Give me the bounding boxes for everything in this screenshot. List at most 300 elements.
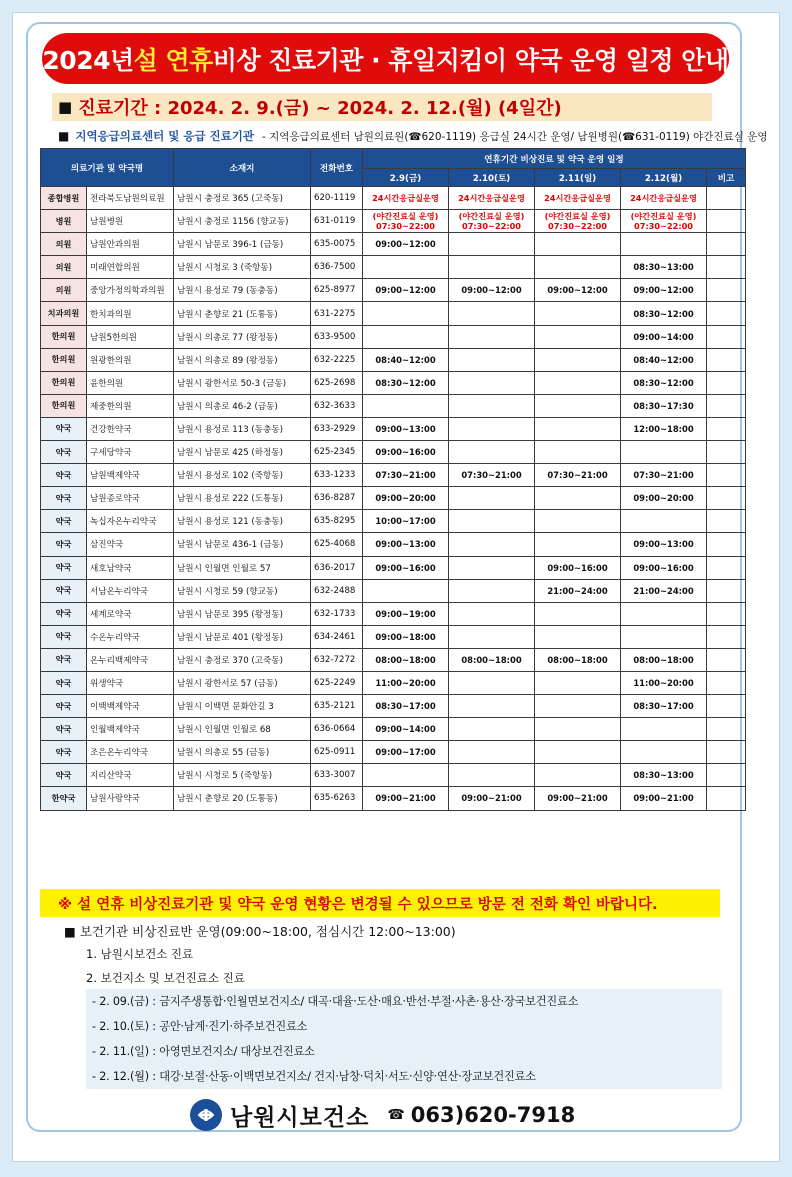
phone-cell: 635-8295 — [311, 510, 363, 533]
schedule-cell — [535, 533, 621, 556]
note-cell — [707, 741, 746, 764]
phone-cell: 632-2225 — [311, 348, 363, 371]
phone-cell: 625-8977 — [311, 279, 363, 302]
schedule-cell — [449, 741, 535, 764]
schedule-cell: 09:00~12:00 — [363, 279, 449, 302]
address-cell: 남원시 용성로 121 (동충동) — [174, 510, 311, 533]
regional-emergency-header — [52, 126, 772, 146]
title-suffix: 비상 진료기관 · 휴일지킴이 약국 운영 일정 안내 — [212, 45, 729, 75]
schedule-cell — [535, 441, 621, 464]
schedule-cell — [449, 533, 535, 556]
phone-cell: 636-2017 — [311, 556, 363, 579]
bullet: ■ — [64, 924, 76, 939]
schedule-cell: 08:30~12:00 — [621, 302, 707, 325]
schedule-hours: 07:30~22:00 — [376, 221, 435, 232]
institution-name-cell: 남원백제약국 — [87, 464, 174, 487]
institution-name-cell: 녹십자온누리약국 — [87, 510, 174, 533]
schedule-cell: 21:00~24:00 — [621, 579, 707, 602]
schedule-cell: 08:30~13:00 — [621, 764, 707, 787]
schedule-cell: 09:00~12:00 — [621, 279, 707, 302]
note-cell — [707, 579, 746, 602]
institution-type-cell: 약국 — [41, 602, 87, 625]
schedule-cell: 11:00~20:00 — [621, 671, 707, 694]
title-highlight: 설 연휴 — [133, 45, 213, 75]
address-cell: 남원시 춘향로 21 (도통동) — [174, 302, 311, 325]
phone-cell: 631-2275 — [311, 302, 363, 325]
note-cell — [707, 394, 746, 417]
table-row — [41, 371, 746, 394]
table-row — [41, 533, 746, 556]
schedule-cell: 11:00~20:00 — [363, 671, 449, 694]
schedule-cell: 12:00~18:00 — [621, 417, 707, 440]
institution-type-cell: 약국 — [41, 579, 87, 602]
address-cell: 남원시 의총로 55 (금동) — [174, 741, 311, 764]
address-cell: 남원시 남문로 425 (하정동) — [174, 441, 311, 464]
schedule-cell — [449, 764, 535, 787]
institution-type-cell: 약국 — [41, 464, 87, 487]
schedule-cell: 09:00~13:00 — [363, 533, 449, 556]
schedule-cell: 07:30~21:00 — [363, 464, 449, 487]
schedule-label: (야간진료실 운영) — [630, 211, 697, 222]
schedule-cell — [535, 764, 621, 787]
schedule-cell — [535, 417, 621, 440]
schedule-cell: 08:00~18:00 — [621, 648, 707, 671]
institution-type-cell: 약국 — [41, 417, 87, 440]
subhead-label: 지역응급의료센터 및 응급 진료기관 — [75, 129, 254, 143]
schedule-cell: 08:30~12:00 — [621, 371, 707, 394]
address-cell: 남원시 인월면 인월로 68 — [174, 718, 311, 741]
schedule-cell: 09:00~13:00 — [621, 533, 707, 556]
schedule-cell — [449, 556, 535, 579]
institution-name-cell: 지리산약국 — [87, 764, 174, 787]
institution-type-cell: 의원 — [41, 233, 87, 256]
note-cell — [707, 210, 746, 233]
schedule-cell — [535, 602, 621, 625]
schedule-cell — [363, 256, 449, 279]
branch-schedule-line: - 2. 09.(금) : 금지주생통합·인월면보건지소/ 대곡·대율·도산·매요·반선·부절·사촌·용산·장국보건진료소 — [92, 995, 579, 1008]
institution-name-cell: 남원안과의원 — [87, 233, 174, 256]
schedule-cell: 08:30~17:00 — [363, 695, 449, 718]
institution-name-cell: 인월백제약국 — [87, 718, 174, 741]
institution-name-cell: 전라북도남원의료원 — [87, 187, 174, 210]
schedule-cell: 24시간응급실운영 — [621, 187, 707, 210]
table-row — [41, 464, 746, 487]
schedule-label: (야간진료실 운영) — [372, 211, 439, 222]
table-row — [41, 671, 746, 694]
schedule-cell: 24시간응급실운영 — [449, 187, 535, 210]
note-cell — [707, 441, 746, 464]
schedule-cell: 24시간응급실운영 — [363, 187, 449, 210]
phone-cell: 632-3633 — [311, 394, 363, 417]
bullet: ■ — [58, 98, 73, 116]
schedule-cell: 09:00~16:00 — [535, 556, 621, 579]
schedule-cell — [449, 695, 535, 718]
schedule-table — [40, 148, 746, 811]
schedule-cell — [535, 510, 621, 533]
schedule-cell — [535, 210, 621, 233]
schedule-cell: 09:00~21:00 — [363, 787, 449, 810]
schedule-cell: 08:30~17:00 — [621, 695, 707, 718]
schedule-cell — [621, 233, 707, 256]
schedule-cell — [449, 394, 535, 417]
table-row — [41, 279, 746, 302]
schedule-cell — [535, 718, 621, 741]
schedule-cell — [449, 718, 535, 741]
phone-cell: 632-1733 — [311, 602, 363, 625]
phone-cell: 635-2121 — [311, 695, 363, 718]
note-cell — [707, 695, 746, 718]
note-cell — [707, 187, 746, 210]
table-row — [41, 441, 746, 464]
address-cell: 남원시 의총로 46-2 (금동) — [174, 394, 311, 417]
schedule-cell: 09:00~21:00 — [621, 787, 707, 810]
schedule-cell: 10:00~17:00 — [363, 510, 449, 533]
table-row — [41, 625, 746, 648]
schedule-cell — [535, 695, 621, 718]
institution-type-cell: 약국 — [41, 695, 87, 718]
schedule-cell — [535, 325, 621, 348]
schedule-cell — [449, 441, 535, 464]
institution-type-cell: 약국 — [41, 487, 87, 510]
schedule-cell — [449, 348, 535, 371]
schedule-cell: 09:00~20:00 — [621, 487, 707, 510]
schedule-cell — [449, 210, 535, 233]
institution-name-cell: 제중한의원 — [87, 394, 174, 417]
note-cell — [707, 464, 746, 487]
address-cell: 남원시 남문로 396-1 (금동) — [174, 233, 311, 256]
schedule-cell — [449, 302, 535, 325]
schedule-cell: 09:00~12:00 — [363, 233, 449, 256]
institution-type-cell: 약국 — [41, 510, 87, 533]
branch-schedule-line: - 2. 12.(월) : 대강·보절·산동·이백면보건지소/ 건지·남창·덕치·서도·신양·연산·장교보건진료소 — [92, 1070, 536, 1083]
address-cell: 남원시 이백면 문화안길 3 — [174, 695, 311, 718]
col-header-note: 비고 — [707, 169, 746, 187]
institution-name-cell: 남원병원 — [87, 210, 174, 233]
schedule-cell: 08:00~18:00 — [535, 648, 621, 671]
phone-cell: 636-7500 — [311, 256, 363, 279]
schedule-cell — [363, 302, 449, 325]
institution-name-cell: 구세당약국 — [87, 441, 174, 464]
schedule-cell — [621, 210, 707, 233]
address-cell: 남원시 광한서로 57 (금동) — [174, 671, 311, 694]
address-cell: 남원시 충정로 370 (고죽동) — [174, 648, 311, 671]
table-row — [41, 787, 746, 810]
schedule-label: (야간진료실 운영) — [458, 211, 525, 222]
note-cell — [707, 279, 746, 302]
institution-type-cell: 의원 — [41, 256, 87, 279]
table-row — [41, 741, 746, 764]
note-cell — [707, 233, 746, 256]
phone-number: 063)620-7918 — [410, 1103, 576, 1127]
table-row — [41, 325, 746, 348]
note-cell — [707, 510, 746, 533]
address-cell: 남원시 의총로 77 (왕정동) — [174, 325, 311, 348]
branch-schedule-line: - 2. 10.(토) : 공안·남계·진기·하주보건진료소 — [92, 1020, 308, 1033]
address-cell: 남원시 시청로 59 (향교동) — [174, 579, 311, 602]
address-cell: 남원시 용성로 113 (동충동) — [174, 417, 311, 440]
address-cell: 남원시 의총로 89 (왕정동) — [174, 348, 311, 371]
institution-name-cell: 삼진약국 — [87, 533, 174, 556]
col-header-institution: 의료기관 및 약국명 — [41, 149, 174, 187]
health-center-section-header — [64, 922, 456, 940]
schedule-cell: 09:00~13:00 — [363, 417, 449, 440]
table-row — [41, 417, 746, 440]
schedule-cell: 08:30~13:00 — [621, 256, 707, 279]
schedule-cell — [449, 625, 535, 648]
title-prefix: 2024년 — [42, 45, 134, 75]
table-row — [41, 579, 746, 602]
institution-name-cell: 중앙가정의학과의원 — [87, 279, 174, 302]
list-item: 1. 남원시보건소 진료 — [86, 947, 194, 961]
schedule-table-body — [41, 187, 746, 811]
schedule-hours: 07:30~22:00 — [634, 221, 693, 232]
note-cell — [707, 325, 746, 348]
phone-cell: 625-4068 — [311, 533, 363, 556]
schedule-cell — [535, 671, 621, 694]
schedule-cell: 09:00~20:00 — [363, 487, 449, 510]
address-cell: 남원시 시청로 5 (죽항동) — [174, 764, 311, 787]
note-cell — [707, 556, 746, 579]
branch-schedule-line: - 2. 11.(일) : 아영면보건지소/ 대상보건진료소 — [92, 1045, 315, 1058]
note-cell — [707, 487, 746, 510]
schedule-cell — [621, 602, 707, 625]
note-cell — [707, 718, 746, 741]
phone-cell: 633-1233 — [311, 464, 363, 487]
table-row — [41, 510, 746, 533]
schedule-cell — [363, 764, 449, 787]
list-item: 2. 보건지소 및 보건진료소 진료 — [86, 971, 245, 985]
schedule-cell — [621, 625, 707, 648]
table-row — [41, 233, 746, 256]
col-header-address: 소재지 — [174, 149, 311, 187]
period-text: 진료기간 : 2024. 2. 9.(금) ~ 2024. 2. 12.(월) (4일간) — [78, 98, 562, 119]
institution-type-cell: 약국 — [41, 441, 87, 464]
col-header-day: 2.11(일) — [535, 169, 621, 187]
schedule-cell: 08:00~18:00 — [449, 648, 535, 671]
schedule-cell: 09:00~19:00 — [363, 602, 449, 625]
schedule-cell: 08:00~18:00 — [363, 648, 449, 671]
note-cell — [707, 348, 746, 371]
institution-type-cell: 한의원 — [41, 394, 87, 417]
address-cell: 남원시 시청로 3 (죽항동) — [174, 256, 311, 279]
institution-name-cell: 건강한약국 — [87, 417, 174, 440]
note-cell — [707, 533, 746, 556]
institution-type-cell: 약국 — [41, 625, 87, 648]
schedule-cell — [363, 579, 449, 602]
schedule-cell — [449, 233, 535, 256]
institution-name-cell: 수온누리약국 — [87, 625, 174, 648]
treatment-period — [52, 93, 712, 121]
phone-cell: 633-2929 — [311, 417, 363, 440]
phone-cell: 632-2488 — [311, 579, 363, 602]
schedule-cell: 09:00~14:00 — [363, 718, 449, 741]
institution-type-cell: 약국 — [41, 533, 87, 556]
schedule-cell — [535, 233, 621, 256]
institution-type-cell: 약국 — [41, 718, 87, 741]
schedule-cell: 09:00~21:00 — [449, 787, 535, 810]
schedule-cell — [449, 256, 535, 279]
table-row — [41, 348, 746, 371]
footer — [190, 1095, 630, 1135]
schedule-cell: 24시간응급실운영 — [535, 187, 621, 210]
section-title: 보건기관 비상진료반 운영(09:00~18:00, 점심시간 12:00~13:00) — [79, 924, 456, 939]
schedule-cell — [535, 625, 621, 648]
institution-name-cell: 조은온누리약국 — [87, 741, 174, 764]
note-cell — [707, 371, 746, 394]
schedule-cell — [535, 256, 621, 279]
schedule-cell: 07:30~21:00 — [535, 464, 621, 487]
schedule-cell — [449, 325, 535, 348]
institution-name-cell: 원광한의원 — [87, 348, 174, 371]
col-header-day: 2.10(토) — [449, 169, 535, 187]
table-row — [41, 187, 746, 210]
schedule-cell: 09:00~12:00 — [449, 279, 535, 302]
address-cell: 남원시 춘향로 20 (도통동) — [174, 787, 311, 810]
schedule-cell — [363, 394, 449, 417]
table-row — [41, 648, 746, 671]
address-cell: 남원시 용성로 79 (동충동) — [174, 279, 311, 302]
note-cell — [707, 648, 746, 671]
institution-type-cell: 약국 — [41, 671, 87, 694]
phone-cell: 636-0664 — [311, 718, 363, 741]
schedule-label: (야간진료실 운영) — [544, 211, 611, 222]
schedule-cell: 09:00~12:00 — [535, 279, 621, 302]
schedule-cell — [449, 579, 535, 602]
col-header-day: 2.9(금) — [363, 169, 449, 187]
address-cell: 남원시 용성로 222 (도통동) — [174, 487, 311, 510]
col-header-phone: 전화번호 — [311, 149, 363, 187]
institution-name-cell: 남원사랑약국 — [87, 787, 174, 810]
table-row — [41, 718, 746, 741]
schedule-hours: 07:30~22:00 — [548, 221, 607, 232]
institution-name-cell: 온누리백제약국 — [87, 648, 174, 671]
institution-type-cell: 약국 — [41, 741, 87, 764]
schedule-cell: 09:00~16:00 — [363, 441, 449, 464]
phone-cell: 633-3007 — [311, 764, 363, 787]
schedule-cell — [449, 671, 535, 694]
schedule-cell: 07:30~21:00 — [449, 464, 535, 487]
institution-type-cell: 약국 — [41, 556, 87, 579]
phone-cell: 633-9500 — [311, 325, 363, 348]
note-cell — [707, 625, 746, 648]
address-cell: 남원시 남문로 436-1 (금동) — [174, 533, 311, 556]
institution-name-cell: 서남온누리약국 — [87, 579, 174, 602]
schedule-cell: 09:00~18:00 — [363, 625, 449, 648]
table-row — [41, 764, 746, 787]
table-row — [41, 302, 746, 325]
col-header-day: 2.12(월) — [621, 169, 707, 187]
institution-name-cell: 한치과의원 — [87, 302, 174, 325]
schedule-cell: 09:00~16:00 — [363, 556, 449, 579]
note-cell — [707, 602, 746, 625]
phone-cell: 636-8287 — [311, 487, 363, 510]
phone-cell: 632-7272 — [311, 648, 363, 671]
schedule-cell — [449, 371, 535, 394]
table-row — [41, 487, 746, 510]
subhead-detail: - 지역응급의료센터 남원의료원(☎620-1119) 응급실 24시간 운영/ 남원병원(☎631-0119) 야간진료실 운영 — [262, 130, 768, 143]
address-cell: 남원시 남문로 395 (왕정동) — [174, 602, 311, 625]
schedule-cell — [535, 394, 621, 417]
schedule-cell: 09:00~16:00 — [621, 556, 707, 579]
institution-name-cell: 미래연합의원 — [87, 256, 174, 279]
table-row — [41, 602, 746, 625]
schedule-cell: 09:00~17:00 — [363, 741, 449, 764]
page-title — [42, 33, 729, 84]
notice-banner: ※ 설 연휴 비상진료기관 및 약국 운영 현황은 변경될 수 있으므로 방문 전 전화 확인 바랍니다. — [40, 889, 720, 917]
institution-type-cell: 한의원 — [41, 371, 87, 394]
schedule-hours: 07:30~22:00 — [462, 221, 521, 232]
schedule-cell: 08:30~12:00 — [363, 371, 449, 394]
institution-type-cell: 한의원 — [41, 348, 87, 371]
schedule-cell — [535, 348, 621, 371]
bullet: ■ — [58, 129, 70, 143]
schedule-cell — [621, 510, 707, 533]
schedule-cell — [363, 325, 449, 348]
schedule-cell — [535, 302, 621, 325]
phone-cell: 634-2461 — [311, 625, 363, 648]
health-center-logo-icon — [190, 1099, 222, 1131]
institution-type-cell: 약국 — [41, 648, 87, 671]
table-row — [41, 210, 746, 233]
institution-type-cell: 한의원 — [41, 325, 87, 348]
institution-type-cell: 의원 — [41, 279, 87, 302]
institution-name-cell: 남원5한의원 — [87, 325, 174, 348]
institution-name-cell: 남원종로약국 — [87, 487, 174, 510]
phone-cell: 631-0119 — [311, 210, 363, 233]
organization-name: 남원시보건소 — [230, 1104, 370, 1131]
institution-name-cell: 이백백제약국 — [87, 695, 174, 718]
address-cell: 남원시 충정로 365 (고죽동) — [174, 187, 311, 210]
institution-type-cell: 한약국 — [41, 787, 87, 810]
note-cell — [707, 787, 746, 810]
note-cell — [707, 417, 746, 440]
schedule-cell: 09:00~14:00 — [621, 325, 707, 348]
address-cell: 남원시 남문로 401 (왕정동) — [174, 625, 311, 648]
phone-cell: 625-2345 — [311, 441, 363, 464]
institution-name-cell: 윤한의원 — [87, 371, 174, 394]
phone-cell: 620-1119 — [311, 187, 363, 210]
schedule-cell — [535, 487, 621, 510]
phone-icon: ☎ — [387, 1107, 405, 1123]
institution-name-cell: 위생약국 — [87, 671, 174, 694]
schedule-cell — [449, 510, 535, 533]
schedule-cell: 08:30~17:30 — [621, 394, 707, 417]
schedule-cell — [449, 602, 535, 625]
schedule-cell — [621, 718, 707, 741]
table-row — [41, 256, 746, 279]
address-cell: 남원시 광한서로 50-3 (금동) — [174, 371, 311, 394]
address-cell: 남원시 인월면 인월로 57 — [174, 556, 311, 579]
table-row — [41, 556, 746, 579]
phone-cell: 625-0911 — [311, 741, 363, 764]
institution-name-cell: 세계로약국 — [87, 602, 174, 625]
institution-type-cell: 치과의원 — [41, 302, 87, 325]
note-cell — [707, 256, 746, 279]
schedule-cell: 21:00~24:00 — [535, 579, 621, 602]
schedule-cell — [535, 741, 621, 764]
phone-cell: 625-2249 — [311, 671, 363, 694]
address-cell: 남원시 용성로 102 (죽항동) — [174, 464, 311, 487]
note-cell — [707, 764, 746, 787]
schedule-cell: 08:40~12:00 — [621, 348, 707, 371]
col-header-schedule-group: 연휴기간 비상진료 및 약국 운영 일정 — [363, 149, 746, 169]
schedule-cell: 07:30~21:00 — [621, 464, 707, 487]
note-cell — [707, 671, 746, 694]
institution-type-cell: 종합병원 — [41, 187, 87, 210]
institution-name-cell: 새호남약국 — [87, 556, 174, 579]
table-row — [41, 695, 746, 718]
schedule-cell — [535, 371, 621, 394]
